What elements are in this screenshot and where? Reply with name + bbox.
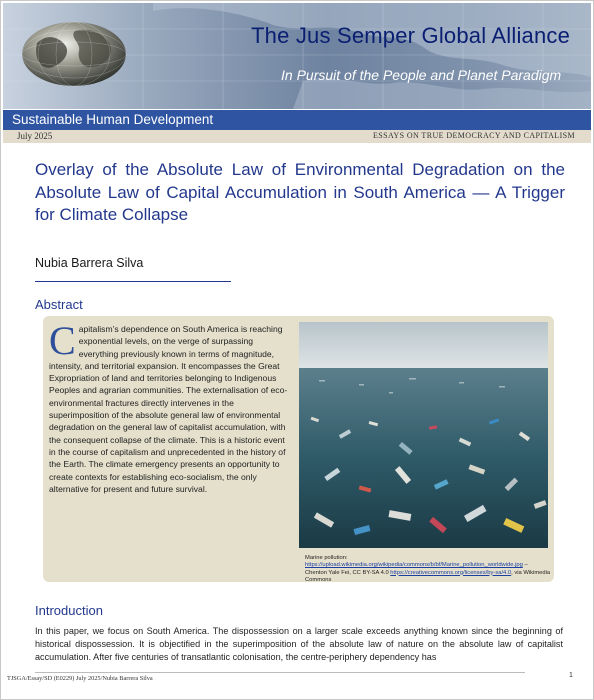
abstract-body: apitalism’s dependence on South America is reaching exponential levels, on the verge of surpassing everything previously known in terms of magnitude, intensity, and territorial expansion. It encompasses the Great Expropriation of land and territories belonging to Indigenous Peoples and agrarian communities. The externalisation of eco-environmental fractures directly intervenes in the superimposition of the absolute general law of environmental degradation on the general law of capitalist accumulation, with the consequent collapse of the climate. This is a historic event in the course of capitalism and unprecedented in the history of the Earth. The climate emergency presents an opportunity to create contexts for establishing eco-socialism, the only alternative for present and future survival. (49, 324, 288, 494)
caption-license-link[interactable]: https://creativecommons.org/licenses/by-sa/4.0 (390, 569, 512, 576)
globe-logo-icon (19, 13, 129, 95)
page-number: 1 (569, 672, 573, 679)
abstract-text (49, 318, 293, 495)
header-banner (3, 3, 591, 109)
abstract-dropcap: C (49, 318, 76, 363)
section-label: Sustainable Human Development (12, 112, 214, 127)
abstract-box (43, 316, 554, 582)
abstract-heading: Abstract (35, 297, 83, 312)
footer-divider (35, 672, 525, 673)
caption-credit: – Chenton Yale Fei, CC BY-SA 4.0 (305, 562, 528, 576)
introduction-heading: Introduction (35, 603, 103, 618)
publication-date: July 2025 (17, 131, 53, 141)
photo-caption (305, 555, 551, 584)
organization-tagline: In Pursuit of the People and Planet Paradigm (281, 67, 562, 83)
series-name: ESSAYS ON TRUE DEMOCRACY AND CAPITALISM (372, 131, 575, 140)
date-bar (3, 130, 591, 143)
author-name: Nubia Barrera Silva (35, 256, 144, 270)
introduction-text: In this paper, we focus on South America. The dispossession on a larger scale exceeds anything known since the beginning of historical dispossession. It is objectified in the superimposition of the absolute law of nature on the absolute law of capitalist accumulation. After five centuries of transatlantic colonisation, the centre-periphery dependency has (35, 626, 563, 662)
organization-title: The Jus Semper Global Alliance (251, 23, 571, 48)
caption-suffix: , via Wikimedia Commons (305, 569, 551, 583)
article-title: Overlay of the Absolute Law of Environmental Degradation on the Absolute Law of Capital Accumulation in South America — A Trigger for Climate Collapse (35, 160, 565, 224)
footer-citation: TJSGA/Essay/SD (E0229) July 2025/Nubia Barrera Silva (7, 675, 153, 682)
section-bar (3, 110, 591, 130)
caption-prefix: Marine pollution: (305, 555, 348, 561)
caption-image-link[interactable]: https://upload.wikimedia.org/wikipedia/commons/b/bf/Marine_pollution_worldwide.jpg (305, 562, 523, 569)
author-divider (35, 281, 231, 282)
marine-pollution-photo (299, 322, 548, 548)
